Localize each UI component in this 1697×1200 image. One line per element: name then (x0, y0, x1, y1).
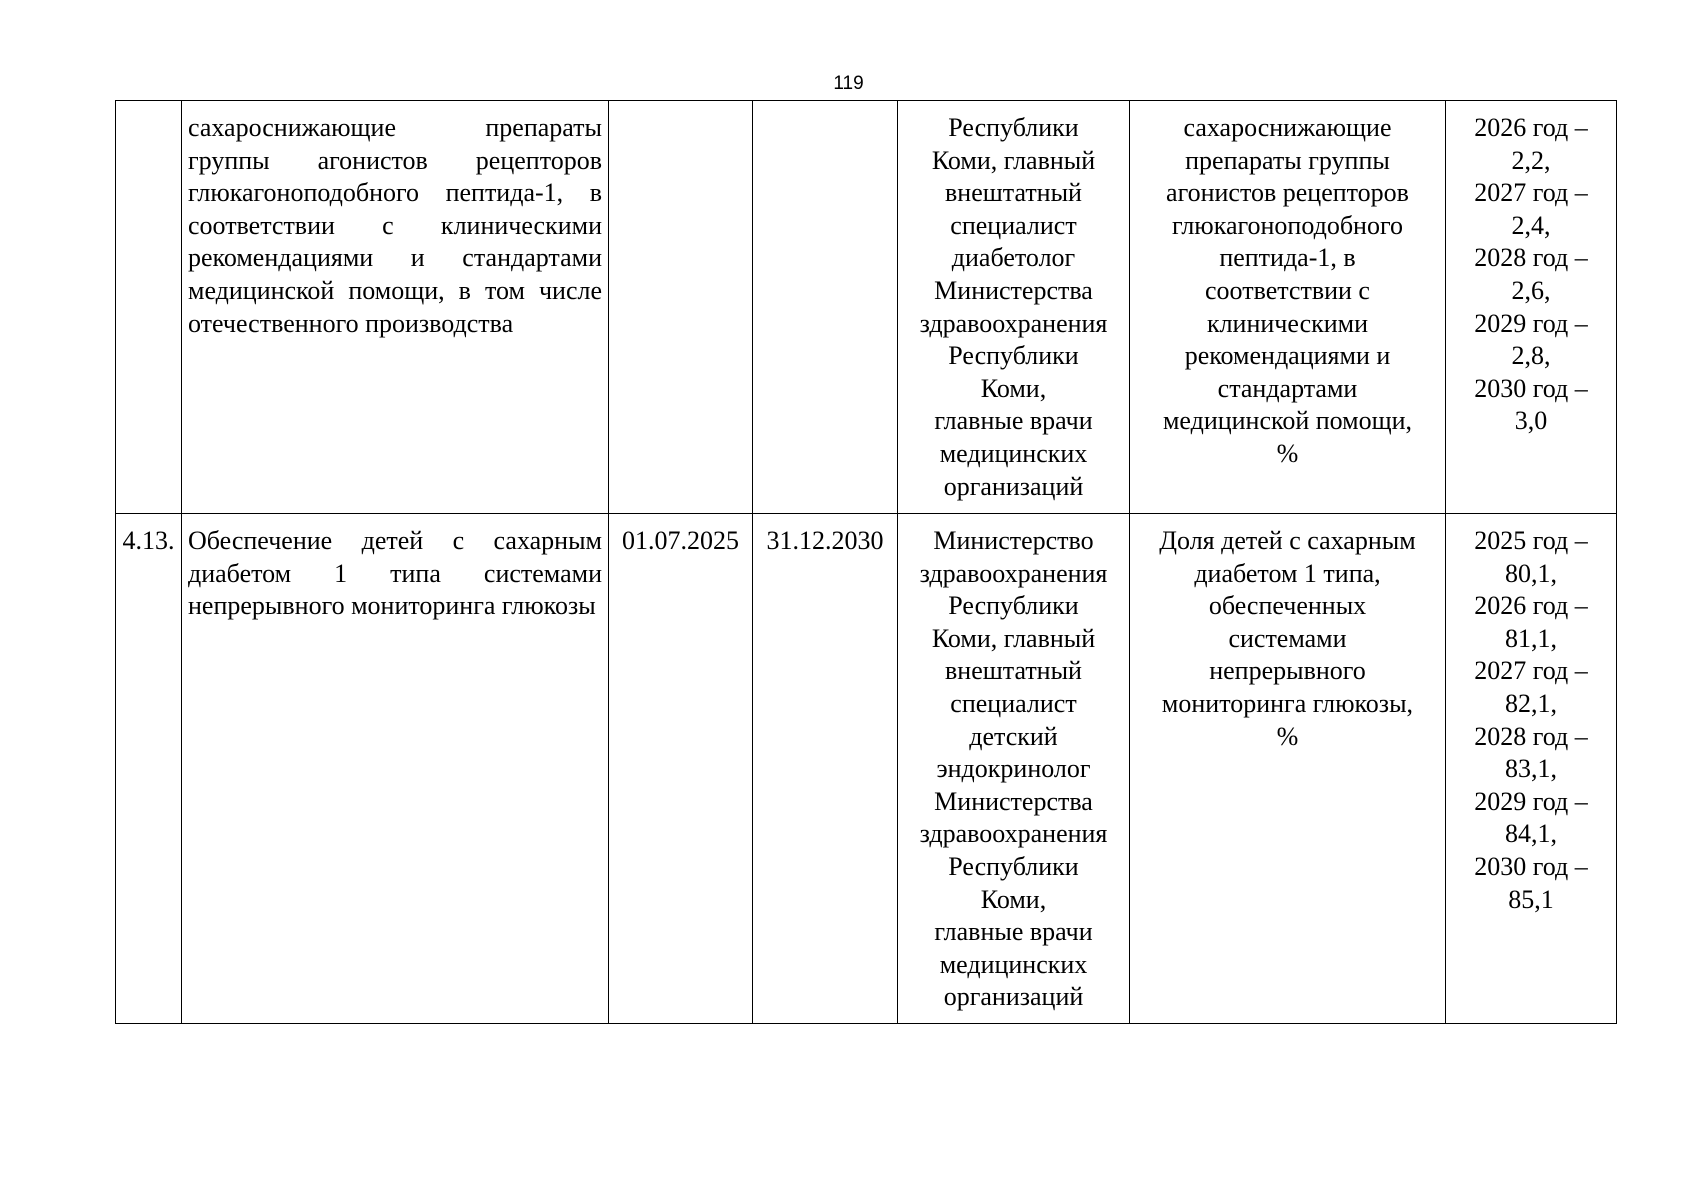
text-line: Коми, (980, 373, 1047, 403)
text-line: Республики (948, 341, 1079, 371)
text-line: медицинских (939, 438, 1088, 468)
text-line: Республики (948, 113, 1079, 142)
text-line: 2030 год – (1474, 373, 1588, 403)
text-line: 3,0 (1514, 406, 1548, 436)
text-line: % (1276, 721, 1299, 751)
text-line: агонистов рецепторов (1166, 178, 1409, 208)
measure-name: сахароснижающие препараты группы агонистов рецепторов глюкагоноподобного пептида-1, в соответствии с клиническими рекомендациями и стандартами медицинской помощи, в том числе отечественного производства (182, 101, 609, 514)
text-line: диабетом 1 типа, (1194, 558, 1381, 588)
text-line: 2027 год – (1474, 178, 1588, 208)
text-line: 2029 год – (1474, 308, 1588, 338)
text-line: пептида-1, в (1219, 243, 1356, 273)
text-line: 2029 год – (1474, 786, 1588, 816)
text-line: 85,1 (1508, 884, 1554, 914)
text-line: 2026 год – (1474, 591, 1588, 621)
text-line: детский (969, 721, 1058, 751)
indicator-values (1446, 514, 1617, 1024)
text-line: соответствии с (1205, 275, 1370, 305)
text-line: организаций (943, 982, 1084, 1012)
indicator (1130, 514, 1446, 1024)
page-number: 119 (833, 73, 864, 94)
text-line: непрерывного (1209, 656, 1366, 686)
text-line: 2027 год – (1474, 656, 1588, 686)
text-line: рекомендациями и (1184, 341, 1391, 371)
text-line: главные врачи (934, 406, 1093, 436)
text-line: мониторинга глюкозы, (1161, 688, 1414, 718)
text-line: 80,1, (1505, 558, 1557, 588)
text-line: эндокринолог (936, 754, 1091, 784)
text-line: 2,2, (1511, 145, 1551, 175)
text-line: системами (1228, 623, 1347, 653)
text-line: % (1276, 438, 1299, 468)
text-line: медицинской помощи, (1162, 406, 1413, 436)
text-line: 2026 год – (1474, 113, 1588, 142)
text-line: главные врачи (934, 917, 1093, 947)
text-line: 83,1, (1505, 754, 1557, 784)
table-row (116, 101, 1617, 514)
text-line: Коми, главный (931, 145, 1096, 175)
measure-name: Обеспечение детей с сахарным диабетом 1 типа системами непрерывного мониторинга глюкозы (182, 514, 609, 1024)
text-line: 2,8, (1511, 341, 1551, 371)
text-line: здравоохранения (919, 308, 1108, 338)
text-line: 81,1, (1505, 623, 1557, 653)
text-line: Министерство (933, 526, 1094, 555)
text-line: 2028 год – (1474, 721, 1588, 751)
text-line: 84,1, (1505, 819, 1557, 849)
indicator (1130, 101, 1446, 514)
text-line: Коми, (980, 884, 1047, 914)
text-line: обеспеченных (1208, 591, 1367, 621)
row-number (116, 101, 182, 514)
text-line: внештатный (945, 178, 1082, 208)
text-line: сахароснижающие (1183, 113, 1392, 142)
end-date (753, 101, 898, 514)
text-line: клиническими (1206, 308, 1369, 338)
text-line: препараты группы (1185, 145, 1390, 175)
text-line: 2,6, (1511, 275, 1551, 305)
text-line: специалист (950, 688, 1077, 718)
start-date (609, 101, 753, 514)
text-line: 2025 год – (1474, 526, 1588, 555)
text-line: глюкагоноподобного (1171, 210, 1403, 240)
row-number: 4.13. (116, 514, 182, 1024)
responsible-executor (898, 514, 1130, 1024)
text-line: организаций (943, 471, 1084, 501)
text-line: 2028 год – (1474, 243, 1588, 273)
text-line: внештатный (945, 656, 1082, 686)
text-line: специалист (950, 210, 1077, 240)
text-line: здравоохранения (919, 819, 1108, 849)
text-line: Доля детей с сахарным (1159, 526, 1416, 555)
text-line: Республики (948, 591, 1079, 621)
text-line: Министерства (934, 786, 1093, 816)
measures-table (115, 100, 1617, 1024)
text-line: 82,1, (1505, 688, 1557, 718)
text-line: диабетолог (951, 243, 1076, 273)
responsible-executor (898, 101, 1130, 514)
start-date: 01.07.2025 (609, 514, 753, 1024)
table-row (116, 514, 1617, 1024)
text-line: 2030 год – (1474, 851, 1588, 881)
text-line: Министерства (934, 275, 1093, 305)
text-line: здравоохранения (919, 558, 1108, 588)
text-line: 2,4, (1511, 210, 1551, 240)
end-date: 31.12.2030 (753, 514, 898, 1024)
text-line: стандартами (1217, 373, 1358, 403)
text-line: Республики (948, 851, 1079, 881)
text-line: медицинских (939, 949, 1088, 979)
indicator-values (1446, 101, 1617, 514)
text-line: Коми, главный (931, 623, 1096, 653)
